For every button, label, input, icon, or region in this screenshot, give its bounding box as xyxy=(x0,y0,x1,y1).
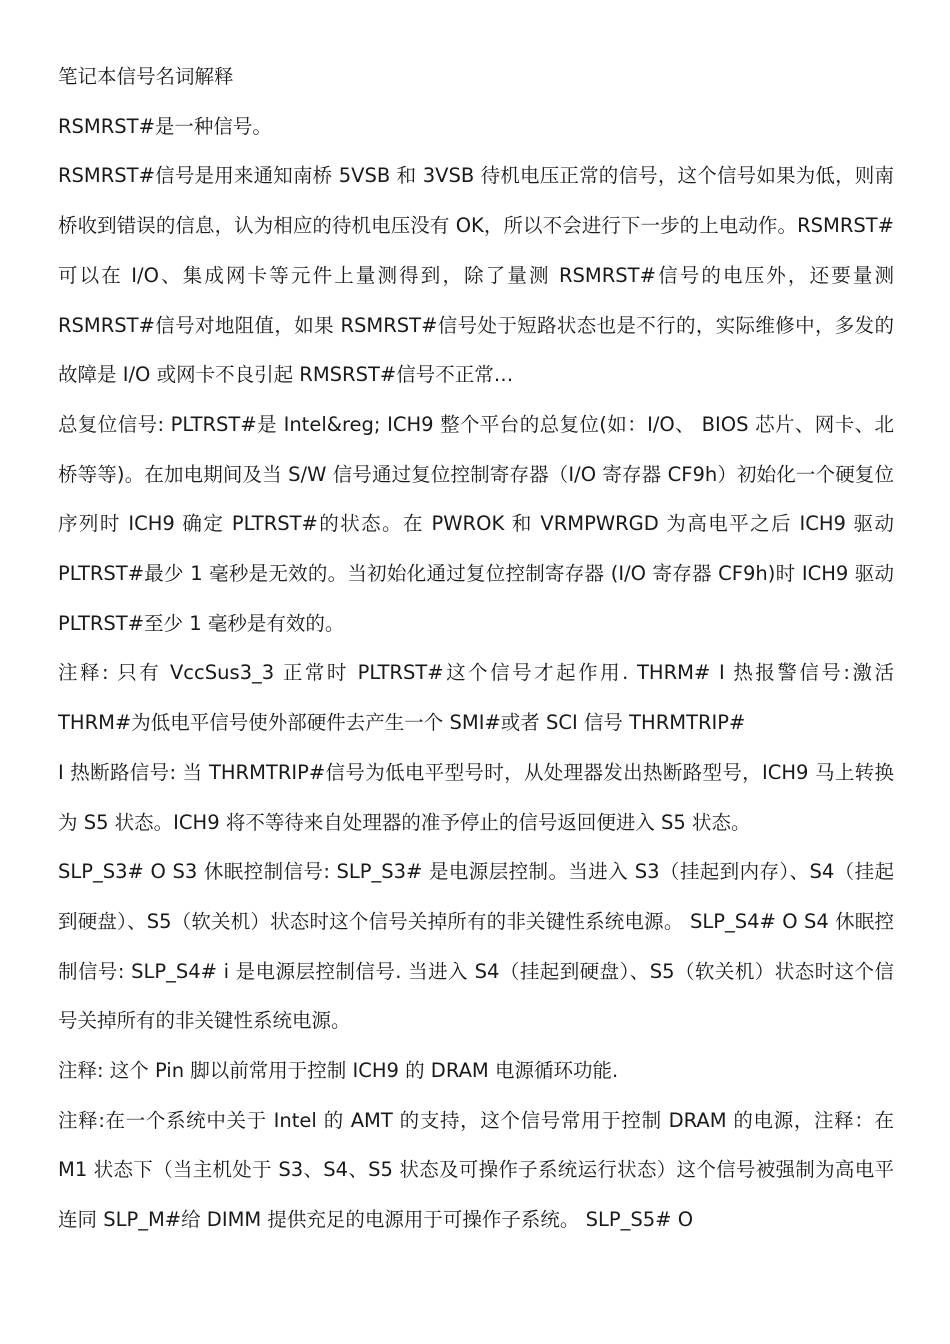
paragraph-slp-s3-s4: SLP_S3# O S3 休眠控制信号: SLP_S3# 是电源层控制。当进入 S3（挂起到内存）、S4（挂起到硬盘）、S5（软关机）状态时这个信号关掉所有的非关键性系统电源。 SLP_S4# O S4 休眠控制信号: SLP_S4# i 是电源层控制信号. 当进入 S4（挂起到硬盘）、S5（软关机）状态时这个信号关掉所有的非关键性系统电源。 xyxy=(58,860,894,1033)
paragraph-rsmrst-intro: RSMRST#是一种信号。 xyxy=(58,114,272,138)
paragraph-note-pin: 注释: 这个 Pin 脚以前常用于控制 ICH9 的 DRAM 电源循环功能. xyxy=(58,1059,619,1083)
document-title: 笔记本信号名词解释 xyxy=(58,65,234,88)
paragraph-rsmrst-detail: RSMRST#信号是用来通知南桥 5VSB 和 3VSB 待机电压正常的信号，这个信号如果为低，则南桥收到错误的信息，认为相应的待机电压没有 OK，所以不会进行下一步的上电动作。RSMRST#可以在 I/O、集成网卡等元件上量测得到，除了量测 RSMRST#信号的电压外，还要量测 RSMRST#信号对地阻值，如果 RSMRST#信号处于短路状态也是不行的，实际维修中，多发的故障是 I/O 或网卡不良引起 RMSRST#信号不正常… xyxy=(58,164,894,387)
paragraph-pltrst: 总复位信号: PLTRST#是 Intel&reg; ICH9 整个平台的总复位(如：I/O、 BIOS 芯片、网卡、北桥等等)。在加电期间及当 S/W 信号通过复位控制寄存器（I/O 寄存器 CF9h）初始化一个硬复位序列时 ICH9 确定 PLTRST#的状态。在 PWROK 和 VRMPWRGD 为高电平之后 ICH9 驱动 PLTRST#最少 1 毫秒是无效的。当初始化通过复位控制寄存器 (I/O 寄存器 CF9h)时 ICH9 驱动 PLTRST#至少 1 毫秒是有效的。 xyxy=(58,412,894,635)
document-page xyxy=(58,52,894,1245)
paragraph-note-thrm: 注释: 只有 VccSus3_3 正常时 PLTRST#这个信号才起作用. THRM# I 热报警信号:激活 THRM#为低电平信号使外部硬件去产生一个 SMI#或者 SCI 信号 THRMTRIP# xyxy=(58,661,894,735)
paragraph-thrmtrip: I 热断路信号: 当 THRMTRIP#信号为低电平型号时，从处理器发出热断路型号，ICH9 马上转换为 S5 状态。ICH9 将不等待来自处理器的准予停止的信号返回便进入 S5 状态。 xyxy=(58,760,894,834)
paragraph-note-amt: 注释:在一个系统中关于 Intel 的 AMT 的支持，这个信号常用于控制 DRAM 的电源，注释：在 M1 状态下（当主机处于 S3、S4、S5 状态及可操作子系统运行状态）这个信号被强制为高电平连同 SLP_M#给 DIMM 提供充足的电源用于可操作子系统。 SLP_S5# O xyxy=(58,1108,894,1232)
